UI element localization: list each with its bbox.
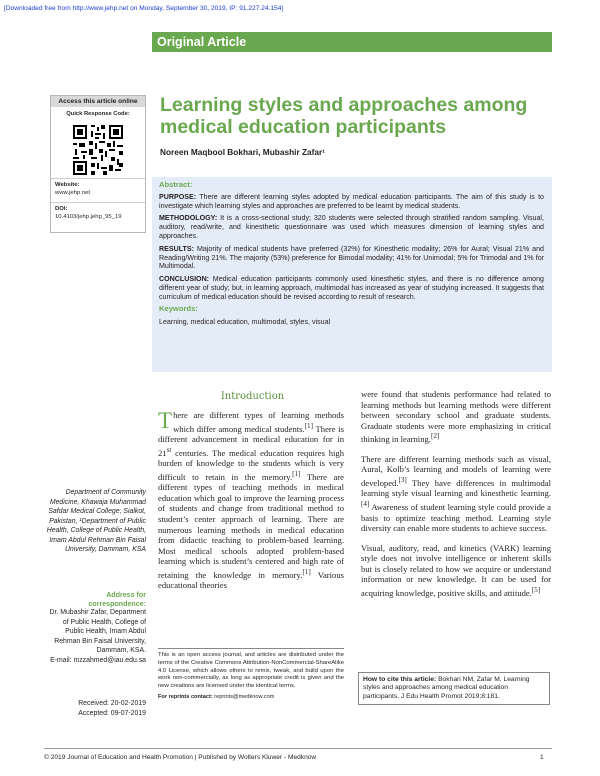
citation-ref[interactable]: [5]	[531, 586, 541, 595]
website-block	[55, 182, 90, 197]
footer-copyright: © 2019 Journal of Education and Health Promotion | Published by Wolters Kluwer - Medknow	[44, 754, 317, 761]
citation-ref[interactable]: [3]	[398, 476, 407, 485]
reprints-label: For reprints contact:	[158, 693, 213, 700]
right-paragraph-3	[361, 543, 551, 599]
purpose-label: PURPOSE:	[159, 192, 197, 201]
intro-text: here are different types of learning methods which differ among medical students.	[173, 410, 344, 434]
reprints-line	[158, 694, 344, 702]
intro-paragraph-1	[158, 410, 344, 591]
affiliation: Department of Community Medicine, Khawaja Muhammad Safdar Medical College, Sialkot, Pakistan, ¹Department of Public Health, College of Public Health, Imam Abdul Rehman Bin Faisal University, Dammam, KSA	[46, 489, 146, 553]
abstract-methodology	[159, 214, 544, 241]
intro-text: Various educational theories	[158, 569, 344, 591]
purpose-text: There are different learning styles adopted by medical education participants. The aim of this study is to investigate which learning styles and approaches are preferred to be learnt by medical students.	[159, 192, 545, 210]
body-text: They have differences in multimodal learning style visual learning and kinesthetic learning.	[361, 477, 551, 499]
page-number: 1	[540, 754, 544, 761]
results-text: Majority of medical students have preferred (32%) for Kinesthetic modality; 26% for Aural; Visual 21% and Reading/Writing 21%. The majority (53%) preference for Bimodal modality; 41% for Unimodal; 5% for Trimodal and 1% for Multimodal.	[159, 244, 544, 271]
doi-label: DOI:	[55, 206, 68, 212]
website-label: Website:	[55, 182, 80, 188]
conclusion-text: Medical education participants commonly used kinesthetic styles, and there is no difference among different year of study; but, in learning approach, multimodal has increased as year of studying increased. It suggests that curriculum of medical education should be revised according to result of research.	[159, 274, 544, 301]
body-text: Awareness of student learning style could provide a basis to optimize teaching method. Learning style diversity can enable more students to achieve success.	[361, 501, 551, 534]
right-paragraph-2	[361, 454, 551, 534]
methodology-text: It is a cross-sectional study; 320 students were selected through stratified random sampling. Visual, auditory, read/write, and kinesthetic questionnaire was used which measures dimension of learning styles and approaches.	[159, 214, 544, 241]
footer-divider	[44, 748, 552, 749]
correspondence-email[interactable]: E-mail: mzzahmed@iau.edu.sa	[50, 656, 146, 664]
body-text: Visual, auditory, read, and kinetics (VARK) learning style does not involve intelligence or inherent skills but is closely related to how we acquire or understand information or new knowledge. It can be used for acquiring knowledge, positive skills, and attitude.	[361, 542, 551, 598]
results-label: RESULTS:	[159, 244, 194, 253]
article-title	[160, 94, 555, 138]
conclusion-label: CONCLUSION:	[159, 274, 210, 283]
doi-value[interactable]: 10.4103/jehp.jehp_95_19	[55, 213, 122, 220]
intro-text: There is different advancement in medical education for in 21	[158, 423, 344, 458]
body-text: were found that students performance had related to learning methods but learning methods were different between secondary school and graduate students. Graduate students were more emphasizing in critical thinking in learning.	[361, 389, 551, 445]
keywords-list: Learning, medical education, multimodal, styles, visual	[159, 318, 331, 327]
website-link[interactable]: www.jehp.net	[55, 189, 91, 196]
drop-cap: T	[158, 408, 173, 433]
divider	[51, 202, 145, 203]
correspondence-heading-1: Address for	[106, 591, 146, 599]
keywords-heading: Keywords:	[159, 304, 198, 314]
section-bar	[152, 32, 552, 52]
superscript: st	[166, 445, 172, 454]
correspondence-address: Dr. Mubashir Zafar, Department of Public Health, College of Public Health, Imam Abdul Rehman Bin Faisal University, Dammam, KSA.	[49, 609, 146, 654]
article-dates	[44, 699, 146, 718]
accepted-date: Accepted: 09-07-2019	[78, 709, 146, 717]
right-paragraph-1	[361, 389, 551, 445]
abstract-conclusion	[159, 275, 544, 302]
introduction-heading: Introduction	[220, 391, 285, 402]
qr-label: Quick Response Code:	[66, 111, 130, 117]
correspondence-block	[44, 591, 146, 665]
intro-text: There are different types of teaching methods in medical education which goal to improve the learning process of students and change from traditional method to student’s center approach of learning. There are numerous learning methods in medical education from didactic teaching to problem-based learning. Most medical schools adopted problem-based learning which is student’s centered and high rate of retaining the knowledge in memory.	[158, 471, 344, 580]
cite-label: How to cite this article:	[363, 676, 437, 683]
citation-ref[interactable]: [1]	[292, 469, 301, 478]
correspondence-heading-2: correspondence:	[88, 599, 146, 608]
citation-ref[interactable]: [4]	[361, 500, 370, 509]
citation-ref[interactable]: [1]	[304, 421, 313, 430]
doi-block	[55, 206, 122, 221]
body-column-left	[158, 410, 344, 600]
cite-text: Bokhari NM, Zafar M. Learning styles and approaches among medical education participants. J Edu Health Promot 2019;8:181.	[363, 676, 530, 700]
divider	[51, 178, 145, 179]
received-date: Received: 20-02-2019	[78, 700, 146, 707]
download-banner: [Downloaded free from http://www.jehp.net on Monday, September 30, 2019, IP: 91.227.24.154]	[4, 5, 284, 12]
citation-ref[interactable]: [2]	[430, 432, 440, 441]
title-line-2: medical education participants	[160, 116, 447, 138]
access-article-box	[50, 95, 146, 233]
methodology-label: METHODOLOGY:	[159, 214, 218, 223]
license-text: This is an open access journal, and articles are distributed under the terms of the Creative Commons Attribution-NonCommercial-ShareAlike 4.0 License, which allows others to remix, tweak, and build upon the work non-commercially, as long as appropriate credit is given and the new creations are licensed under the identical terms.	[158, 652, 344, 690]
author-list: Noreen Maqbool Bokhari, Mubashir Zafar¹	[160, 147, 326, 157]
title-line-1: Learning styles and approaches among	[160, 94, 528, 116]
citation-box	[358, 672, 550, 705]
abstract-box	[152, 177, 552, 372]
license-notice	[158, 648, 344, 702]
intro-text: centuries. The medical education requires high burden of knowledge to the students which is very difficult to retain in the memory.	[158, 447, 344, 482]
reprints-email[interactable]: reprints@medknow.com	[214, 693, 275, 700]
qr-code-icon[interactable]	[73, 125, 123, 175]
citation-ref[interactable]: [1]	[302, 567, 311, 576]
abstract-heading: Abstract:	[159, 180, 193, 189]
abstract-results	[159, 245, 544, 272]
abstract-purpose	[159, 193, 544, 211]
body-text: There are different learning methods such as visual, Aural, Kolb’s learning and models of learning were developed.	[361, 453, 551, 488]
access-box-header: Access this article online	[51, 96, 145, 107]
body-column-right	[361, 389, 551, 608]
article-type-label: Original Article	[157, 35, 247, 49]
